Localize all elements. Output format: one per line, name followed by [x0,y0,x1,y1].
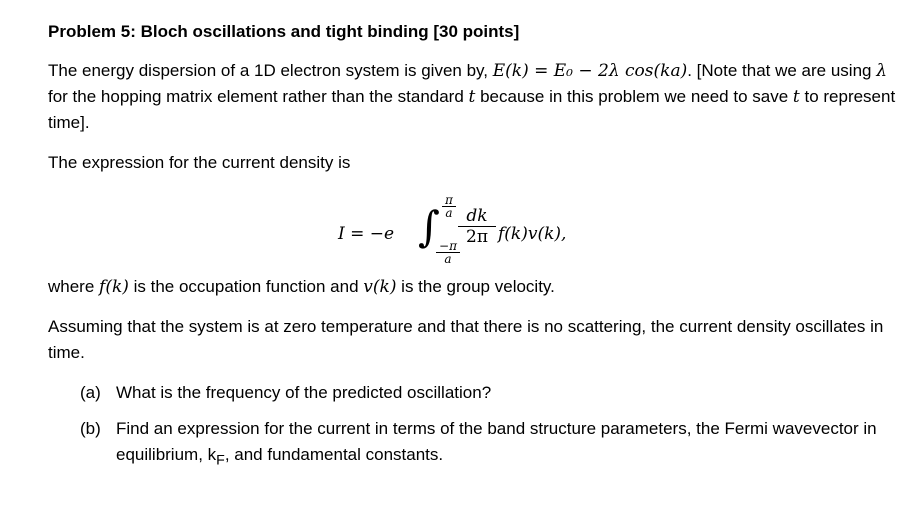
question-label: (b) [80,419,101,438]
integral-upper-limit [442,194,456,219]
lower-limit-denominator: a [444,252,452,266]
t-symbol: t [468,87,476,107]
integral-lower-limit [436,240,460,265]
problem-title: Problem 5: Bloch oscillations and tight binding [30 points] [48,22,520,41]
dispersion-equation: E(k) = E₀ − 2λ cos(ka) [492,61,688,81]
dispersion-text-5: to represent time]. [48,87,896,132]
integral-sign: ∫ [418,202,440,251]
question-text: What is the frequency of the predicted oscillation? [116,383,492,402]
group-velocity: v(k) [363,277,397,297]
paragraph-current-intro: The expression for the current density is [48,153,351,172]
problem-page [48,20,908,483]
question-list [80,380,908,473]
upper-limit-denominator: a [445,206,453,220]
definitions-text-1: where [48,277,100,296]
question-text-end: , and fundamental constants. [224,445,444,464]
lower-limit-numerator: −π [436,240,460,253]
fraction-denominator: 2π [466,227,488,247]
integrand-fraction [458,206,496,247]
fraction-numerator: dk [458,206,496,227]
paragraph-assumption: Assuming that the system is at zero temperature and that there is no scattering, the current density oscillates in time. [48,317,884,362]
definitions-text-2: is the occupation function and [128,277,364,296]
definitions-text-3: is the group velocity. [396,277,555,296]
t-symbol-2: t [792,87,800,107]
dispersion-text-2: . [Note that we are using [687,61,877,80]
equation-rhs: f(k)v(k), [498,224,567,244]
lambda-symbol: λ [876,61,887,81]
question-text: Find an expression for the current in terms of the band structure parameters, the Fermi wavevector in equilibrium, k [116,419,877,464]
question-item [80,416,908,473]
fermi-subscript: F [216,452,225,469]
equation-lhs: I = −e [338,224,395,244]
dispersion-text-3: for the hopping matrix element rather than the standard [48,87,469,106]
dispersion-text-4: because in this problem we need to save [475,87,793,106]
question-item [80,380,908,406]
question-label: (a) [80,383,101,402]
current-density-equation [48,190,908,268]
question-text-wrapper [116,416,908,473]
dispersion-text-1: The energy dispersion of a 1D electron system is given by, [48,61,493,80]
paragraph-dispersion [48,58,908,136]
upper-limit-numerator: π [442,194,456,207]
occupation-function: f(k) [99,277,129,297]
paragraph-definitions [48,274,908,300]
